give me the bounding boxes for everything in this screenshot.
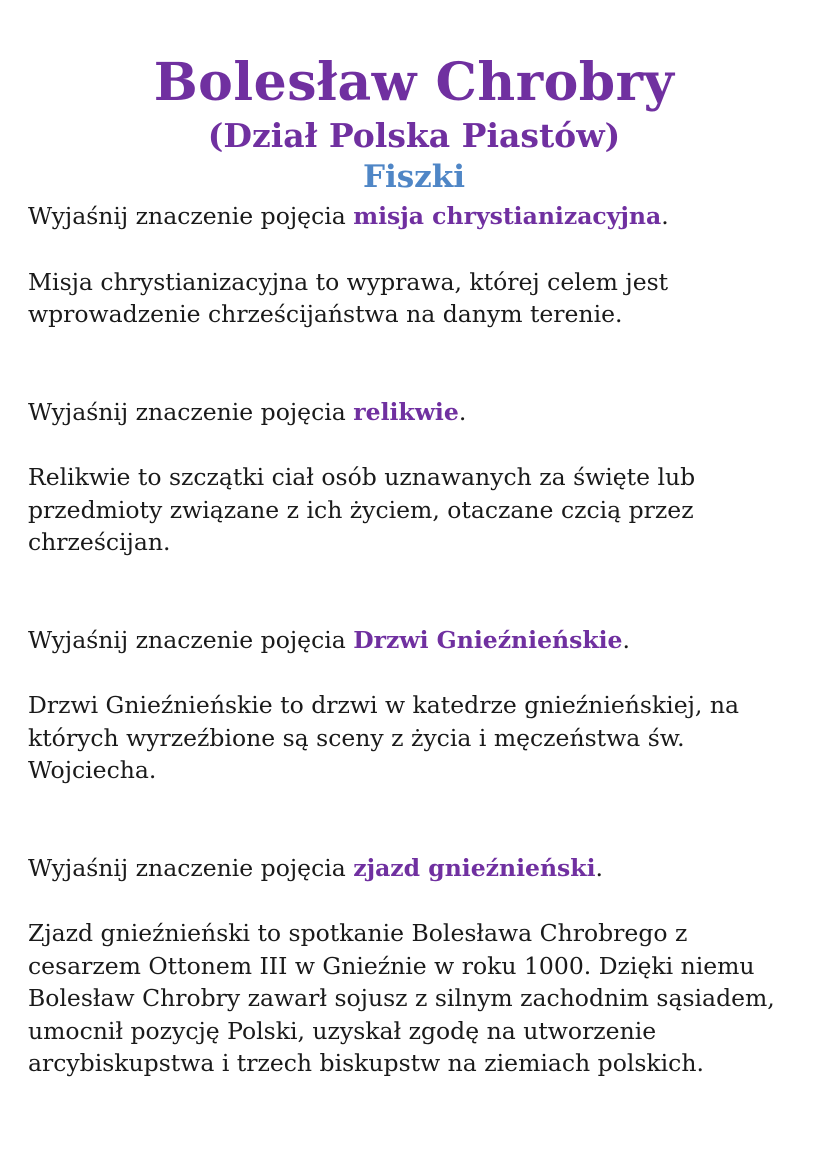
question-prefix: Wyjaśnij znaczenie pojęcia	[28, 853, 354, 882]
flashcard	[28, 852, 798, 1080]
page-header	[0, 52, 828, 196]
flashcard-question	[28, 200, 798, 233]
flashcard	[28, 624, 798, 787]
flashcard-answer: Drzwi Gnieźnieńskie to drzwi w katedrze gnieźnieńskiej, na których wyrzeźbione są sceny z życia i męczeństwa św. Wojciecha.	[28, 691, 739, 784]
flashcard	[28, 200, 798, 331]
question-prefix: Wyjaśnij znaczenie pojęcia	[28, 625, 354, 654]
question-term: relikwie	[353, 397, 459, 426]
flashcard-answer: Relikwie to szczątki ciał osób uznawanych za święte lub przedmioty związane z ich życiem, otaczane czcią przez chrześcijan.	[28, 463, 696, 556]
flashcard-question	[28, 396, 798, 429]
question-prefix: Wyjaśnij znaczenie pojęcia	[28, 202, 354, 230]
flashcard-answer: Misja chrystianizacyjna to wyprawa, której celem jest wprowadzenie chrześcijaństwa na danym terenie.	[28, 267, 669, 328]
question-term: zjazd gnieźnieński	[353, 853, 596, 882]
flashcards-list	[28, 200, 798, 1080]
question-term: Drzwi Gnieźnieńskie	[353, 625, 623, 654]
question-suffix: .	[622, 625, 630, 654]
page-title: Bolesław Chrobry	[153, 52, 675, 113]
question-term: misja chrystianizacyjna	[353, 202, 662, 230]
flashcard-question	[28, 624, 798, 657]
flashcard-question	[28, 852, 798, 885]
question-suffix: .	[661, 202, 669, 230]
section-heading: Fiszki	[362, 159, 466, 195]
question-suffix: .	[595, 853, 603, 882]
page-subtitle: (Dział Polska Piastów)	[207, 116, 621, 155]
flashcard-answer: Zjazd gnieźnieński to spotkanie Bolesława Chrobrego z cesarzem Ottonem III w Gnieźnie w roku 1000. Dzięki niemu Bolesław Chrobry zawarł sojusz z silnym zachodnim sąsiadem, umocnił pozycję Polski, uzyskał zgodę na utworzenie arcybiskupstwa i trzech biskupstw na ziemiach polskich.	[28, 919, 775, 1077]
question-prefix: Wyjaśnij znaczenie pojęcia	[28, 397, 354, 426]
flashcard	[28, 396, 798, 559]
question-suffix: .	[458, 397, 467, 426]
